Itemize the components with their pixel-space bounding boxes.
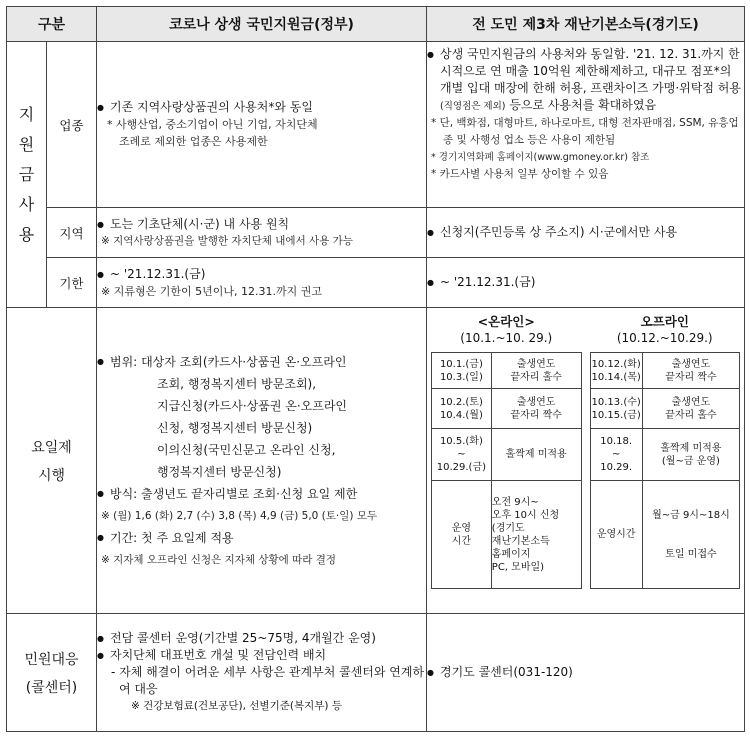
- offline-panel: [590, 314, 741, 589]
- business-national: ● 기존 지역사랑상품권의 사용처*와 동일 * 사행산업, 중소기업이 아닌 기업, 자치단체 조례로 제외한 업종은 사용제한: [97, 42, 427, 208]
- deadline-label: 기한: [47, 258, 97, 308]
- civil-label: 민원대응 (콜센터): [7, 614, 97, 732]
- region-gyeonggi: ● 신청지(주민등록 상 주소지) 시·군에서만 사용: [427, 208, 745, 258]
- offline-period: (10.12.~10.29.): [616, 331, 713, 345]
- weekday-gyeonggi: [427, 308, 745, 614]
- row-deadline: [7, 258, 745, 308]
- business-label: 업종: [47, 42, 97, 208]
- header-gyeonggi: 전 도민 제3차 재난기본소득(경기도): [427, 7, 745, 42]
- offline-title: 오프라인: [640, 314, 689, 329]
- online-schedule: 10.1.(금) 10.3.(일) 출생연도 끝자리 홀수 10.2.(토) 10.4.(월) 출생연도 끝자리 짝수 10.5.(화) ~ 10.29.(금) 홀짝제 미적용 운영 시간 오전 9시~ 오후 10시 신청 (경기도 재난기본소득 홈페이지 PC, 모바일): [431, 352, 582, 589]
- region-label: 지역: [47, 208, 97, 258]
- header-row: [7, 7, 745, 42]
- online-panel: [431, 314, 582, 589]
- row-civil: [7, 614, 745, 732]
- region-national: ● 도는 기초단체(시·군) 내 사용 원칙 ※ 지역사랑상품권을 발행한 자치단체 내에서 사용 가능: [97, 208, 427, 258]
- offline-schedule: 10.12.(화) 10.14.(목) 출생연도 끝자리 짝수 10.13.(수) 10.15.(금) 출생연도 끝자리 홀수 10.18. ~ 10.29. 홀짝제 미적용 (월~금 운영) 운영시간 월~금 9시~18시 토일 미접수: [590, 352, 741, 589]
- weekday-national: ● 범위: 대상자 조회(카드사·상품권 온·오프라인 조회, 행정복지센터 방문조회), 지급신청(카드사·상품권 온·오프라인 신청, 행정복지센터 방문신청) 이의신청(국민신문고 온라인 신청, 행정복지센터 방문신청) ● 방식: 출생년도 끝자리별로 조회·신청 요일 제한 ※ (월) 1,6 (화) 2,7 (수) 3,8 (목) 4,9 (금) 5,0 (토·일) 모두 ● 기간: 첫 주 요일제 적용 ※ 지자체 오프라인 신청은 지자체 상황에 따라 결정: [97, 308, 427, 614]
- weekday-label: 요일제 시행: [7, 308, 97, 614]
- deadline-national: ● ~ '21.12.31.(금) ※ 지류형은 기한이 5년이나, 12.31.까지 권고: [97, 258, 427, 308]
- business-gyeonggi: ● 상생 국민지원금의 사용처와 동일함. '21. 12. 31.까지 한시적으로 연 매출 10억원 제한해제하고, 대규모 점포*의 개별 입대 매장에 한해 허용, 프랜차이즈 가맹·위탁점 허용(직영점은 제외) 등으로 사용처를 확대하였음 * 단, 백화점, 대형마트, 하나로마트, 대형 전자판매점, SSM, 유흥업종 및 사행성 업소 등은 사용이 제한됨 * 경기지역화폐 홈페이지(www.gmoney.or.kr) 참조 * 카드사별 사용처 일부 상이할 수 있음: [427, 42, 745, 208]
- header-national: 코로나 상생 국민지원금(정부): [97, 7, 427, 42]
- online-title: <온라인>: [477, 314, 535, 329]
- deadline-gyeonggi: ● ~ '21.12.31.(금): [427, 258, 745, 308]
- online-period: (10.1.~10. 29.): [460, 331, 553, 345]
- row-region: [7, 208, 745, 258]
- support-use-label: 지 원 금 사 용: [7, 42, 47, 308]
- row-weekday: [7, 308, 745, 614]
- row-business: [7, 42, 745, 208]
- civil-gyeonggi: ● 경기도 콜센터(031-120): [427, 614, 745, 732]
- comparison-table: [6, 6, 745, 732]
- civil-national: ● 전담 콜센터 운영(기간별 25~75명, 4개월간 운영) ● 자치단체 대표번호 개설 및 전담인력 배치 - 자체 해결이 어려운 세부 사항은 관계부처 콜센터와 연계하여 대응 ※ 건강보험료(건보공단), 선별기준(복지부) 등: [97, 614, 427, 732]
- header-category: 구분: [7, 7, 97, 42]
